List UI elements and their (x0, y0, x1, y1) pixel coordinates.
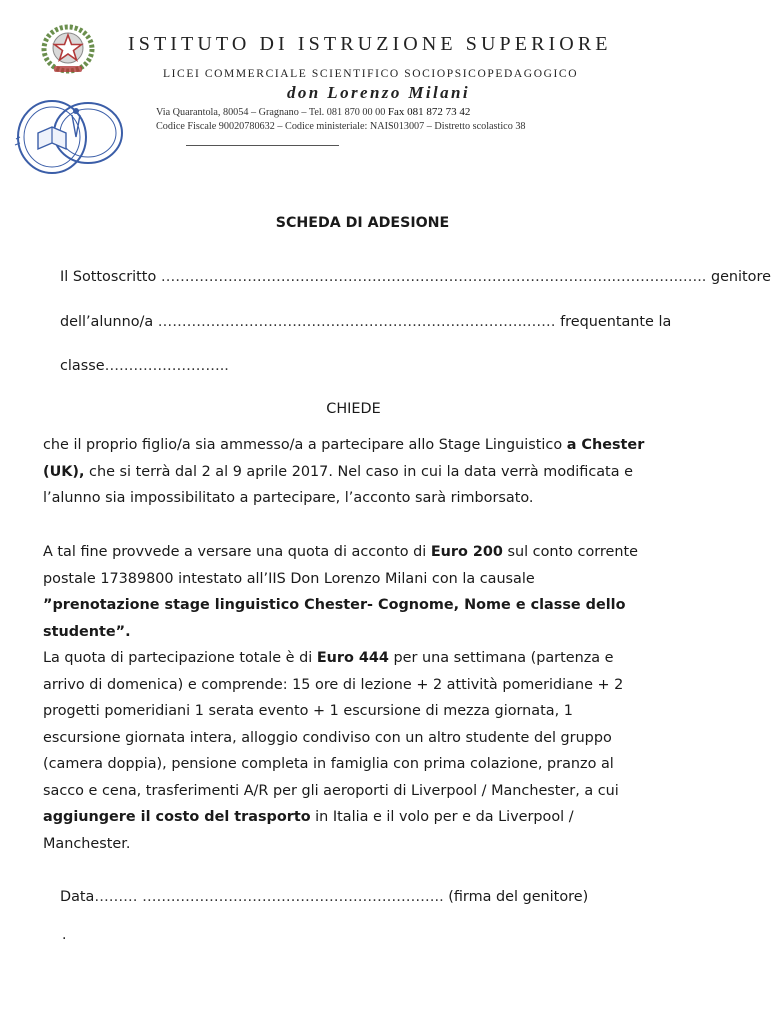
paragraph-line: che il proprio figlio/a sia ammesso/a a partecipare allo Stage Linguistico a Chester (43, 437, 645, 453)
institute-name: ISTITUTO DI ISTRUZIONE SUPERIORE (128, 33, 612, 55)
paragraph-line: escursione giornata intera, alloggio condiviso con un altro studente del gruppo (43, 730, 612, 746)
fiscal-code-line: Codice Fiscale 90020780632 – Codice ministeriale: NAIS013007 – Distretto scolastico 38 (156, 121, 526, 132)
causale-line: ”prenotazione stage linguistico Chester- Cognome, Nome e classe dello (43, 597, 626, 613)
paragraph-line: La quota di partecipazione totale è di Euro 444 per una settimana (partenza e (43, 650, 614, 666)
school-logo-icon (14, 93, 126, 179)
school-name: don Lorenzo Milani (287, 83, 471, 102)
paragraph-line: (camera doppia), pensione completa in famiglia con prima colazione, pranzo al (43, 756, 614, 772)
fax-number: Fax 081 872 73 42 (387, 106, 471, 118)
paragraph-line: aggiungere il costo del trasporto in Italia e il volo per e da Liverpool / (43, 809, 574, 825)
licei-subtitle: LICEI COMMERCIALE SCIENTIFICO SOCIOPSICOPEDAGOGICO (163, 68, 579, 80)
sottoscritto-field[interactable]: …………………………………………………………………………………..…………..….. (160, 269, 707, 285)
classe-field[interactable]: …………………….. (104, 358, 229, 374)
date-signature-field[interactable]: ……… …….……………………………………………….. (94, 889, 444, 905)
signature-line: Data……… …….……………………………………………….. (firma del genitore) (60, 889, 589, 905)
paragraph-line: l’alunno sia impossibilitato a partecipare, l’acconto sarà rimborsato. (43, 490, 534, 506)
address-line: Via Quarantola, 80054 – Gragnano – Tel. 081 870 00 00 Fax 081 872 73 42 (156, 106, 471, 118)
paragraph-line: sacco e cena, trasferimenti A/R per gli aeroporti di Liverpool / Manchester, a cui (43, 783, 619, 799)
address-block (156, 105, 526, 134)
causale-line: studente”. (43, 624, 131, 640)
italian-republic-emblem-icon (40, 22, 96, 76)
paragraph-line: (UK), che si terrà dal 2 al 9 aprile 2017. Nel caso in cui la data verrà modificata e (43, 464, 633, 480)
alunno-field[interactable]: …………………………………………………………………..…… (157, 314, 556, 330)
trailing-dot: . (62, 927, 67, 943)
paragraph-line: A tal fine provvede a versare una quota di acconto di Euro 200 sul conto corrente (43, 544, 638, 560)
form-title: SCHEDA DI ADESIONE (275, 215, 450, 231)
paragraph-line: progetti pomeridiani 1 serata evento + 1 escursione di mezza giornata, 1 (43, 703, 573, 719)
alunno-line: dell’alunno/a …………………………………………………………………..…… frequentante la (60, 314, 672, 330)
paragraph-line: Manchester. (43, 836, 131, 852)
paragraph-line: postale 17389800 intestato all’IIS Don Lorenzo Milani con la causale (43, 571, 535, 587)
chiede-heading: CHIEDE (326, 401, 381, 417)
sottoscritto-line: Il Sottoscritto …………………………………………………………………………………..…………..….. genitore (60, 269, 771, 285)
paragraph-line: arrivo di domenica) e comprende: 15 ore di lezione + 2 attività pomeridiane + 2 (43, 677, 624, 693)
header-divider (186, 145, 339, 146)
classe-line: classe…………………….. (60, 358, 229, 374)
